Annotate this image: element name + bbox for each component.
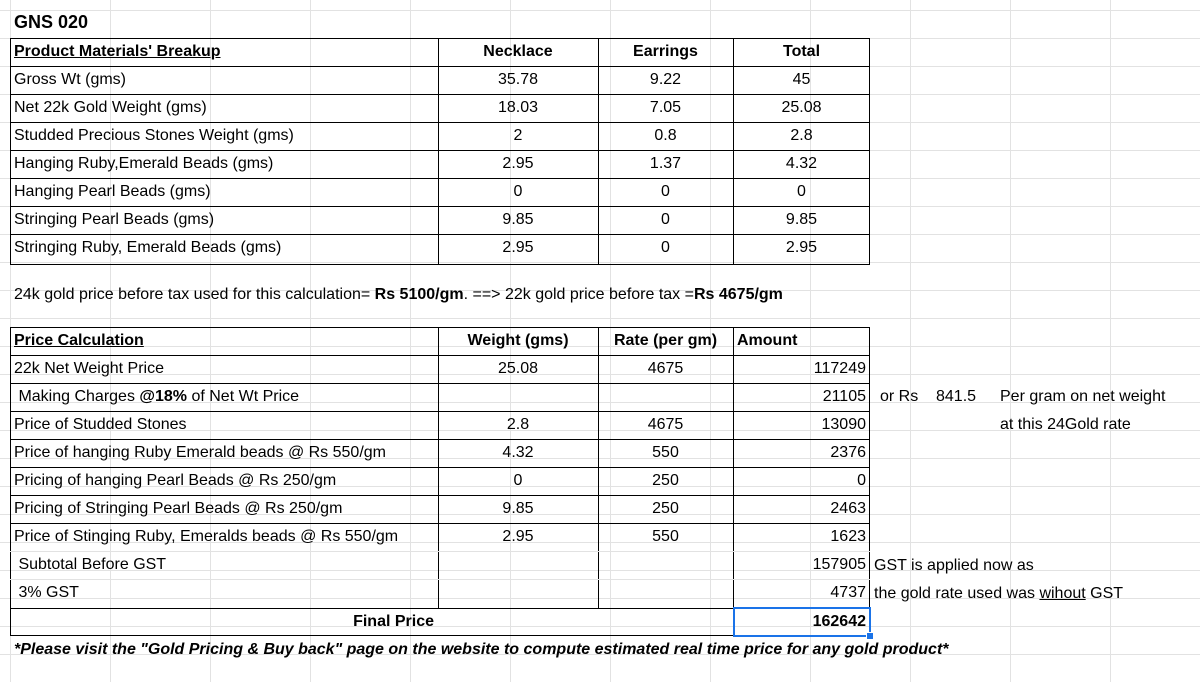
final-price-label[interactable]: Final Price xyxy=(353,613,434,630)
breakup-cell[interactable]: 2.95 xyxy=(502,155,534,172)
label-bold: @18% xyxy=(139,388,188,405)
breakup-row-label[interactable]: Hanging Pearl Beads (gms) xyxy=(14,183,211,200)
price-header-amount[interactable]: Amount xyxy=(737,332,798,349)
label-pre: Making Charges xyxy=(14,388,140,405)
price-weight-cell[interactable]: 4.32 xyxy=(502,444,534,461)
breakup-cell[interactable]: 2.8 xyxy=(790,127,813,144)
breakup-cell[interactable]: 0.8 xyxy=(654,127,677,144)
price-rate-cell[interactable] xyxy=(598,551,733,579)
price-row-label[interactable]: Subtotal Before GST xyxy=(14,556,167,573)
breakup-row-label[interactable]: Net 22k Gold Weight (gms) xyxy=(14,99,207,116)
gold-rate-22k: Rs 4675/gm xyxy=(693,286,783,303)
gold-note-part1: 24k gold price before tax used for this calculation= xyxy=(14,286,375,303)
note-gst-line1[interactable]: GST is applied now as xyxy=(874,557,1034,574)
cell-selection xyxy=(733,607,871,637)
price-weight-cell[interactable] xyxy=(438,383,598,411)
price-row-label[interactable]: Price of Studded Stones xyxy=(14,416,187,433)
breakup-header-necklace[interactable]: Necklace xyxy=(483,43,553,60)
breakup-cell[interactable]: 45 xyxy=(792,71,811,88)
breakup-cell[interactable]: 0 xyxy=(661,211,670,228)
price-row-label[interactable]: Pricing of hanging Pearl Beads @ Rs 250/gm xyxy=(14,472,337,489)
price-rate-cell[interactable]: 550 xyxy=(652,444,679,461)
gst-line2-pre: the gold rate used was xyxy=(874,585,1040,602)
price-rate-cell[interactable]: 250 xyxy=(652,472,679,489)
price-weight-cell[interactable]: 0 xyxy=(513,472,523,489)
price-row-label[interactable]: Price of Stinging Ruby, Emeralds beads @ Rs 550/gm xyxy=(14,528,399,545)
label-post: of Net Wt Price xyxy=(187,388,300,405)
gst-line2-post: GST xyxy=(1085,585,1124,602)
price-amount-cell[interactable]: 13090 xyxy=(821,416,866,433)
price-row-label[interactable]: Price of hanging Ruby Emerald beads @ Rs 550/gm xyxy=(14,444,386,461)
gold-rate-24k: Rs 5100/gm xyxy=(374,286,464,303)
note-per-gram-value[interactable]: 841.5 xyxy=(936,388,977,405)
price-amount-cell[interactable]: 21105 xyxy=(822,388,866,405)
note-gst-line2[interactable] xyxy=(870,580,1200,608)
price-rate-cell[interactable]: 550 xyxy=(652,528,679,545)
breakup-cell[interactable]: 35.78 xyxy=(497,71,539,88)
price-weight-cell[interactable]: 2.95 xyxy=(502,528,534,545)
breakup-cell[interactable]: 0 xyxy=(797,183,806,200)
footer-note[interactable] xyxy=(10,636,1190,664)
price-amount-cell[interactable]: 2376 xyxy=(830,444,866,461)
breakup-cell[interactable]: 2.95 xyxy=(502,239,534,256)
breakup-cell[interactable]: 0 xyxy=(513,183,523,200)
breakup-row-label[interactable]: Stringing Ruby, Emerald Beads (gms) xyxy=(14,239,282,256)
note-at-rate[interactable]: at this 24Gold rate xyxy=(1000,416,1131,433)
breakup-cell[interactable]: 9.85 xyxy=(502,211,534,228)
breakup-cell[interactable]: 18.03 xyxy=(497,99,539,116)
breakup-cell[interactable]: 4.32 xyxy=(785,155,818,172)
price-header-rate[interactable]: Rate (per gm) xyxy=(613,332,718,349)
price-amount-cell[interactable]: 1623 xyxy=(830,528,866,545)
price-amount-cell[interactable]: 4737 xyxy=(830,584,866,601)
note-per-gram-text[interactable]: Per gram on net weight xyxy=(1000,388,1166,405)
price-rate-cell[interactable] xyxy=(598,579,733,607)
breakup-header-earrings[interactable]: Earrings xyxy=(633,43,698,60)
breakup-cell[interactable]: 25.08 xyxy=(781,99,822,116)
price-weight-cell[interactable] xyxy=(438,579,598,607)
breakup-row-label[interactable]: Hanging Ruby,Emerald Beads (gms) xyxy=(14,155,274,172)
footer-note-text: *Please visit the "Gold Pricing & Buy back" page on the website to compute estimated real time price for any gold product* xyxy=(14,641,949,658)
price-header-label[interactable]: Price Calculation xyxy=(14,332,144,349)
breakup-cell[interactable]: 0 xyxy=(661,183,670,200)
price-rate-cell[interactable]: 4675 xyxy=(647,360,684,377)
breakup-cell[interactable]: 1.37 xyxy=(649,155,682,172)
note-or-rs[interactable]: or Rs xyxy=(880,388,919,405)
price-row-label[interactable] xyxy=(10,383,438,411)
price-weight-cell[interactable]: 25.08 xyxy=(497,360,539,377)
breakup-row-label[interactable]: Stringing Pearl Beads (gms) xyxy=(14,211,215,228)
price-rate-cell[interactable] xyxy=(598,383,733,411)
price-amount-cell[interactable]: 0 xyxy=(857,472,866,489)
sheet-title[interactable]: GNS 020 xyxy=(14,12,89,32)
breakup-cell[interactable]: 9.85 xyxy=(785,211,818,228)
gold-rate-note[interactable] xyxy=(10,281,1010,309)
price-row-label[interactable]: 3% GST xyxy=(14,584,79,601)
breakup-cell[interactable]: 2 xyxy=(513,127,523,144)
price-weight-cell[interactable] xyxy=(438,551,598,579)
breakup-header-total[interactable]: Total xyxy=(782,43,821,60)
breakup-row-label[interactable]: Studded Precious Stones Weight (gms) xyxy=(14,127,294,144)
breakup-cell[interactable]: 7.05 xyxy=(649,99,682,116)
breakup-row-label[interactable]: Gross Wt (gms) xyxy=(14,71,126,88)
breakup-cell[interactable]: 2.95 xyxy=(785,239,818,256)
price-amount-cell[interactable]: 157905 xyxy=(812,556,866,573)
breakup-cell[interactable]: 9.22 xyxy=(649,71,682,88)
breakup-header-label[interactable]: Product Materials' Breakup xyxy=(14,43,221,60)
gst-line2-underlined: wihout xyxy=(1039,585,1086,602)
price-amount-cell[interactable]: 2463 xyxy=(830,500,866,517)
price-header-weight[interactable]: Weight (gms) xyxy=(467,332,569,349)
final-price-amount[interactable]: 162642 xyxy=(812,613,866,630)
price-row-label[interactable]: Pricing of Stringing Pearl Beads @ Rs 250/gm xyxy=(14,500,343,517)
price-row-label[interactable]: 22k Net Weight Price xyxy=(14,360,164,377)
price-rate-cell[interactable]: 4675 xyxy=(647,416,684,433)
price-weight-cell[interactable]: 9.85 xyxy=(502,500,534,517)
breakup-cell[interactable]: 0 xyxy=(661,239,670,256)
price-rate-cell[interactable]: 250 xyxy=(652,500,679,517)
price-amount-cell[interactable]: 117249 xyxy=(813,360,866,377)
price-weight-cell[interactable]: 2.8 xyxy=(506,416,530,433)
gold-note-part2: . ==> 22k gold price before tax = xyxy=(463,286,694,303)
